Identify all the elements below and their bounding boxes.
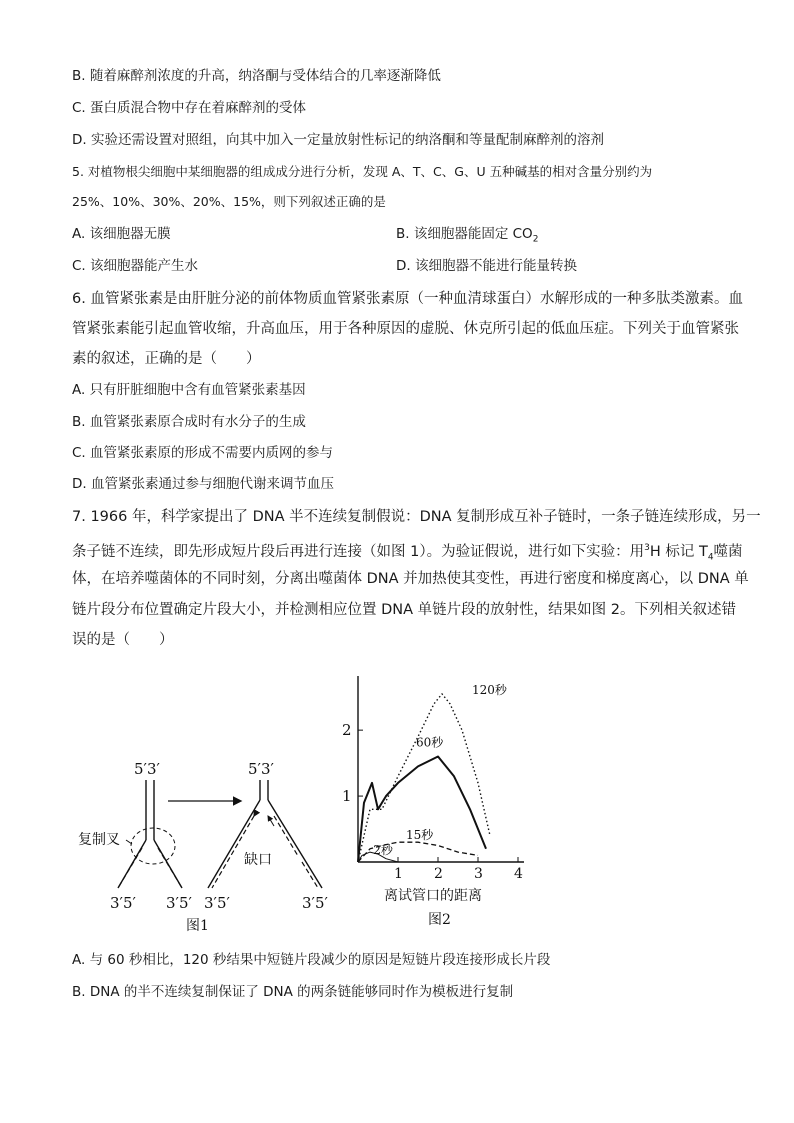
q7-stem-line4: 链片段分布位置确定片段大小，并检测相应位置 DNA 单链片段的放射性，结果如图 2。下列相关叙述错 xyxy=(72,602,736,618)
fig1-bottom-label-4: 3′5′ xyxy=(302,894,328,912)
chart-x-label: 离试管口的距离 xyxy=(384,888,482,904)
q6-stem-line3: 素的叙述，正确的是（ ） xyxy=(72,351,261,367)
q7-stem-line2: 条子链不连续，即先形成短片段后再进行连接（如图 1）。为验证假说，进行如下实验：用$^3$H 标记 $T_4$噬菌 xyxy=(72,543,743,563)
q7-option-a: A. 与 60 秒相比，120 秒结果中短链片段减少的原因是短链片段连接形成长片段 xyxy=(72,952,551,968)
q5-option-b: B. 该细胞器能固定 $CO_2$ xyxy=(396,226,539,245)
y-tick-label: 1 xyxy=(342,787,352,806)
fig1-bottom-label-3: 3′5′ xyxy=(204,894,230,912)
q5-stem-line1: 5. 对植物根尖细胞中某细胞器的组成成分进行分析，发现 A、T、C、G、U 五种碱基的相对含量分别约为 xyxy=(72,164,653,179)
fig1-caption: 图1 xyxy=(186,918,209,934)
figure-2-chart xyxy=(330,676,530,936)
q5-stem-line2: 25%、10%、30%、20%、15%，则下列叙述正确的是 xyxy=(72,194,386,209)
q7-stem-line1: 7. 1966 年，科学家提出了 DNA 半不连续复制假说：DNA 复制形成互补子链时，一条子链连续形成，另一 xyxy=(72,509,761,525)
fig1-right-branch-a xyxy=(208,800,260,888)
fig1-top-label-left: 5′3′ xyxy=(134,760,160,778)
fig1-gap-arrow xyxy=(268,816,274,826)
x-tick-label: 4 xyxy=(514,866,523,882)
q4-option-c: C. 蛋白质混合物中存在着麻醉剂的受体 xyxy=(72,100,307,116)
q7-stem-line5: 误的是（ ） xyxy=(72,632,174,648)
q5-option-a: A. 该细胞器无膜 xyxy=(72,226,171,242)
q5-option-d: D. 该细胞器不能进行能量转换 xyxy=(396,258,577,274)
fig1-top-label-right: 5′3′ xyxy=(248,760,274,778)
series-label-120秒: 120秒 xyxy=(472,682,507,697)
figure-1-replication-fork xyxy=(70,748,360,938)
fig1-gap-label: 缺口 xyxy=(244,852,272,868)
q7-option-b: B. DNA 的半不连续复制保证了 DNA 的两条链能够同时作为模板进行复制 xyxy=(72,984,514,1000)
q4-option-d: D. 实验还需设置对照组，向其中加入一定量放射性标记的纳洛酮和等量配制麻醉剂的溶剂 xyxy=(72,132,604,148)
fig1-right-branch-b xyxy=(268,800,322,888)
q6-option-a: A. 只有肝脏细胞中含有血管紧张素基因 xyxy=(72,382,306,398)
series-label-15秒: 15秒 xyxy=(406,827,434,842)
q6-stem-line1: 6. 血管紧张素是由肝脏分泌的前体物质血管紧张素原（一种血清球蛋白）水解形成的一种多肽类激素。血 xyxy=(72,291,743,307)
q6-option-d: D. 血管紧张素通过参与细胞代谢来调节血压 xyxy=(72,476,334,492)
x-tick-label: 3 xyxy=(474,866,483,882)
fig1-fork-label: 复制叉 xyxy=(78,832,120,848)
fig1-right-daughter-b2 xyxy=(302,862,318,888)
series-label-2秒: 2秒 xyxy=(373,843,393,858)
x-tick-label: 1 xyxy=(394,866,403,882)
fig1-right-daughter-b1 xyxy=(274,816,298,856)
q5-option-c: C. 该细胞器能产生水 xyxy=(72,258,199,274)
chart-caption: 图2 xyxy=(428,912,451,928)
fig1-bottom-label-2: 3′5′ xyxy=(166,894,192,912)
fig1-fork-circle xyxy=(131,828,175,864)
q7-stem-line3: 体，在培养噬菌体的不同时刻，分离出噬菌体 DNA 并加热使其变性，再进行密度和梯度离心，以 DNA 单 xyxy=(72,571,749,587)
q6-option-c: C. 血管紧张素原的形成不需要内质网的参与 xyxy=(72,445,334,461)
y-tick-label: 2 xyxy=(342,721,352,740)
q6-stem-line2: 管紧张素能引起血管收缩，升高血压，用于各种原因的虚脱、休克所引起的低血压症。下列关于血管紧张 xyxy=(72,321,739,337)
series-label-60秒: 60秒 xyxy=(416,735,444,750)
q6-option-b: B. 血管紧张素原合成时有水分子的生成 xyxy=(72,414,306,430)
fig1-bottom-label-1: 3′5′ xyxy=(110,894,136,912)
x-tick-label: 2 xyxy=(434,866,443,882)
q4-option-b: B. 随着麻醉剂浓度的升高，纳洛酮与受体结合的几率逐渐降低 xyxy=(72,68,441,84)
